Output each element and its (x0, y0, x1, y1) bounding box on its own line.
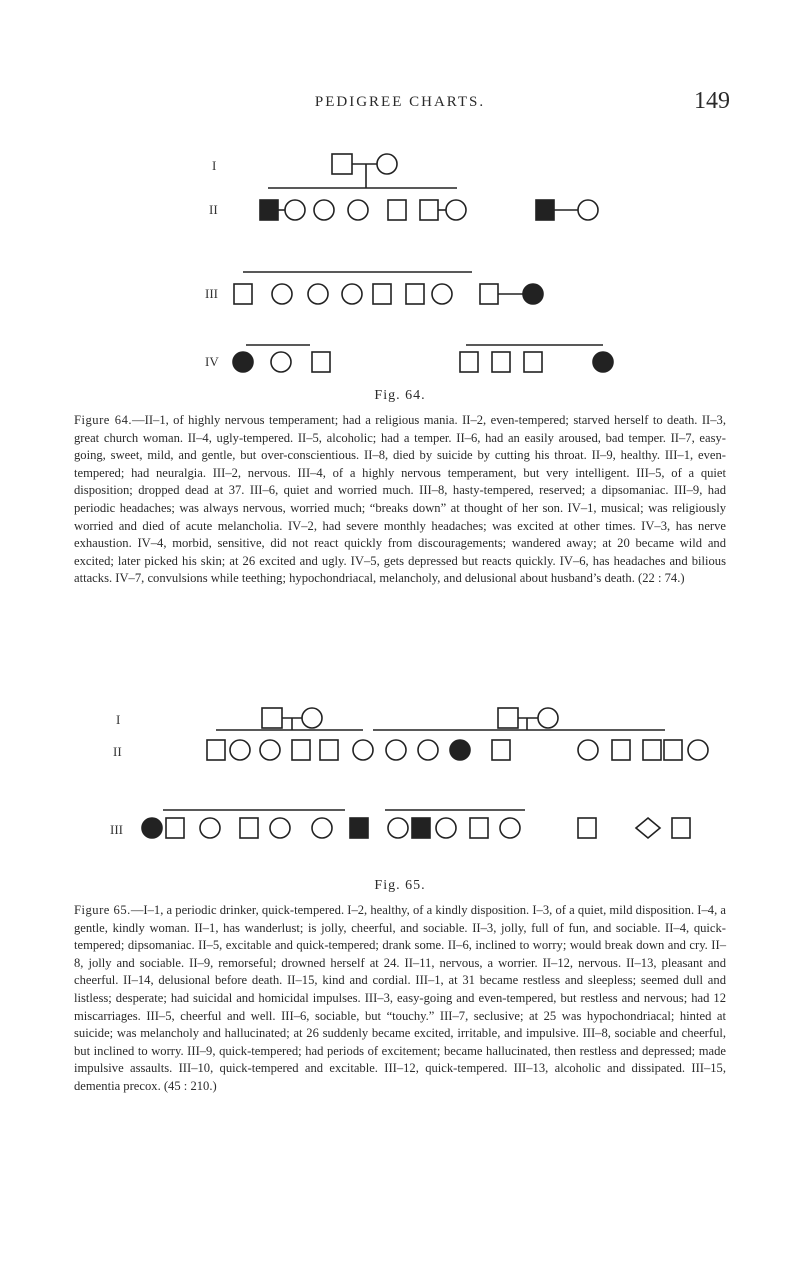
male-symbol (240, 818, 258, 838)
affected-male (260, 200, 278, 220)
figure-64-lead: Figure 64. (74, 413, 133, 427)
diamond-symbol (636, 818, 660, 838)
affected-male (350, 818, 368, 838)
female-symbol (285, 200, 305, 220)
female-symbol (436, 818, 456, 838)
pedigree-diagram-fig65 (0, 700, 800, 875)
male-symbol (332, 154, 352, 174)
male-symbol (234, 284, 252, 304)
running-title: PEDIGREE CHARTS. (314, 94, 486, 110)
female-symbol (418, 740, 438, 760)
affected-male (536, 200, 554, 220)
affected-female (233, 352, 253, 372)
figure-65-lead: Figure 65. (74, 903, 131, 917)
gen-label-2: II (113, 744, 122, 759)
female-symbol (312, 818, 332, 838)
male-symbol (470, 818, 488, 838)
male-symbol (492, 352, 510, 372)
female-symbol (388, 818, 408, 838)
female-symbol (342, 284, 362, 304)
pedigree-chart-fig65 (0, 700, 800, 875)
gen-label-1: I (212, 158, 217, 173)
pedigree-chart-fig64 (0, 140, 800, 385)
female-symbol (353, 740, 373, 760)
male-symbol (312, 352, 330, 372)
figure-65-description (74, 902, 726, 1096)
female-symbol (578, 740, 598, 760)
female-symbol (386, 740, 406, 760)
male-symbol (672, 818, 690, 838)
female-symbol (230, 740, 250, 760)
female-symbol (377, 154, 397, 174)
female-symbol (446, 200, 466, 220)
female-symbol (308, 284, 328, 304)
affected-female (450, 740, 470, 760)
female-symbol (578, 200, 598, 220)
female-symbol (688, 740, 708, 760)
page-header (0, 88, 800, 118)
female-symbol (538, 708, 558, 728)
male-symbol (388, 200, 406, 220)
male-symbol (578, 818, 596, 838)
gen-label-3: III (205, 286, 218, 301)
male-symbol (524, 352, 542, 372)
male-symbol (292, 740, 310, 760)
male-symbol (480, 284, 498, 304)
gen-label-3: III (110, 822, 123, 837)
male-symbol (498, 708, 518, 728)
figure-64-description (74, 412, 726, 588)
male-symbol (207, 740, 225, 760)
figure-65-text: —I–1, a periodic drinker, quick-tempered. I–2, healthy, of a kindly disposition. I–3, of a quiet, mild disposition. I–4, a gentle, kindly woman. II–1, has wanderlust; is jolly, cheerful, and sociable. II–3, jolly, full of fun, and sociable. II–4, quick-tempered; dipsomaniac. II–5, excitable and quick-tempered; drank some. II–6, inclined to worry; would break down and cry. II–8, jolly and sociable. II–9, remorseful; drowned herself at 24. II–11, nervous, a worrier. II–12, nervous. II–13, pleasant and cheerful. II–14, delusional before death. II–15, kind and cordial. III–1, at 31 became restless and sleepless; seemed dull and listless; desperate; had suicidal and homicidal impulses. III–3, easy-going and even-tempered, but restless and nervous; had 12 miscarriages. III–5, cheerful and well. III–6, sociable, but “touchy.” III–7, seclusive; at 25 was hypochondriacal; hinted at suicide; was melancholy and hallucinated; at 26 suddenly became excited, irritable, and impulsive. III–8, sociable and cheerful, but inclined to worry. III–9, quick-tempered; had periods of excitement; became hallucinated, then restless and depressed; made impulsive assaults. III–10, quick-tempered and excitable. III–12, quick-tempered. III–13, alcoholic and dissipated. III–15, dementia precox. (45 : 210.) (74, 903, 726, 1093)
male-symbol (262, 708, 282, 728)
female-symbol (270, 818, 290, 838)
figure-65-caption: Fig. 65. (374, 878, 426, 893)
male-symbol (492, 740, 510, 760)
male-symbol (612, 740, 630, 760)
male-symbol (420, 200, 438, 220)
male-symbol (643, 740, 661, 760)
male-symbol (373, 284, 391, 304)
female-symbol (500, 818, 520, 838)
female-symbol (302, 708, 322, 728)
pedigree-diagram-fig64 (0, 140, 800, 385)
male-symbol (166, 818, 184, 838)
page-number: 149 (694, 88, 730, 114)
gen-label-2: II (209, 202, 218, 217)
affected-female (142, 818, 162, 838)
female-symbol (200, 818, 220, 838)
gen-label-1: I (116, 712, 121, 727)
female-symbol (271, 352, 291, 372)
figure-64-text: —II–1, of highly nervous temperament; had a religious mania. II–2, even-tempered; starved herself to death. II–3, great church woman. II–4, ugly-tempered. II–5, alcoholic; had a temper. II–6, had an easily aroused, bad temper. II–7, easy-going, sweet, mild, and gentle, but over-conscientious. II–8, died by suicide by cutting his throat. II–9, healthy. III–1, even-tempered; had neuralgia. III–2, nervous. III–4, of a highly nervous temperament, but very intelligent. III–5, of a quiet disposition; dropped dead at 37. III–6, quiet and worried much. III–8, hasty-tempered, reserved; a dipsomaniac. III–9, had periodic headaches; was always nervous, worried much; “breaks down” at thought of her son. IV–1, musical; was religiously worried and died of acute melancholia. IV–2, had severe monthly headaches; was excited at other times. IV–3, has nerve exhaustion. IV–4, morbid, sensitive, did not react quickly from discouragements; wandered away; at 20 became wild and excited; later picked his skin; at 26 excited and ugly. IV–5, gets depressed but reacts quickly. IV–6, has headaches and bilious attacks. IV–7, convulsions while teething; hypochondriacal, melancholy, and delusional about husband’s death. (22 : 74.) (74, 413, 726, 586)
female-symbol (432, 284, 452, 304)
female-symbol (348, 200, 368, 220)
affected-female (593, 352, 613, 372)
male-symbol (320, 740, 338, 760)
gen-label-4: IV (205, 354, 219, 369)
female-symbol (314, 200, 334, 220)
affected-male (412, 818, 430, 838)
male-symbol (406, 284, 424, 304)
figure-64-caption: Fig. 64. (374, 388, 426, 403)
female-symbol (272, 284, 292, 304)
affected-female (523, 284, 543, 304)
male-symbol (664, 740, 682, 760)
female-symbol (260, 740, 280, 760)
male-symbol (460, 352, 478, 372)
